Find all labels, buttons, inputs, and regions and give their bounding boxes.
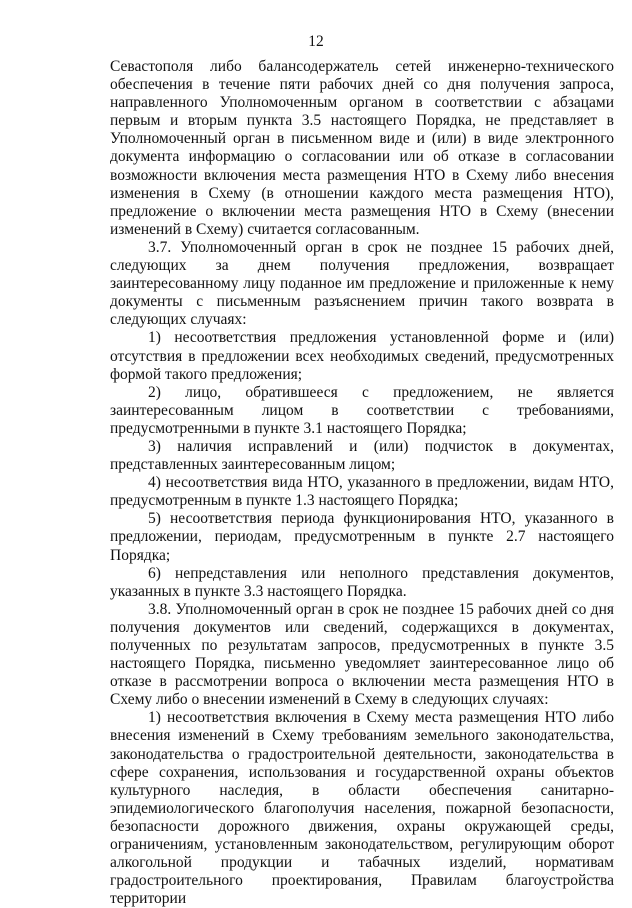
document-body [110,58,614,908]
paragraph-3-7-item-2: 2) лицо, обратившееся с предложением, не является заинтересованным лицом в соответствии с требованиями, предусмотренными в пункте 3.1 настоящего Порядка; [110,383,614,437]
paragraph-3-8-item-1: 1) несоответствия включения в Схему места размещения НТО либо внесения изменений в Схему требованиям земельного законодательства, законодательства о градостроительной деятельности, законодательства в сфере сохранения, использования и государственной охраны объектов культурного наследия, в области обеспечения санитарно-эпидемиологического благополучия населения, пожарной безопасности, безопасности дорожного движения, охраны окружающей среды, ограничениям, установленным законодательством, регулирующим оборот алкогольной продукции и табачных изделий, нормативам градостроительного проектирования, Правилам благоустройства территории [110,709,614,908]
paragraph-3-7-item-5: 5) несоответствия периода функционирования НТО, указанного в предложении, периодам, предусмотренным в пункте 2.7 настоящего Порядка; [110,510,614,564]
paragraph-3-7-item-3: 3) наличия исправлений и (или) подчисток в документах, представленных заинтересованным лицом; [110,437,614,474]
paragraph-3-7-item-6: 6) непредставления или неполного представления документов, указанных в пункте 3.3 настоящего Порядка. [110,564,614,600]
page-number: 12 [308,33,324,50]
paragraph-3-7-item-1: 1) несоответствия предложения установленной форме и (или) отсутствия в предложении всех необходимых сведений, предусмотренных формой такого предложения; [110,329,614,383]
paragraph-3-7-item-4: 4) несоответствия вида НТО, указанного в предложении, видам НТО, предусмотренным в пункте 1.3 настоящего Порядка; [110,474,614,510]
paragraph-continuation: Севастополя либо балансодержатель сетей инженерно-технического обеспечения в течение пяти рабочих дней со дня получения запроса, направленного Уполномоченным органом в соответствии с абзацами первым и вторым пункта 3.5 настоящего Порядка, не представляет в Уполномоченный орган в письменном виде и (или) в виде электронного документа информацию о согласовании или об отказе в согласовании возможности включения места размещения НТО в Схему либо внесения изменения в Схему (в отношении каждого места размещения НТО), предложение о включении места размещения НТО в Схему (внесении изменений в Схему) считается согласованным. [110,58,614,238]
paragraph-3-8: 3.8. Уполномоченный орган в срок не позднее 15 рабочих дней со дня получения документов или сведений, содержащихся в документах, полученных по результатам запросов, предусмотренных в пункте 3.5 настоящего Порядка, письменно уведомляет заинтересованное лицо об отказе в рассмотрении вопроса о включении места размещения НТО в Схему либо о внесении изменений в Схему в следующих случаях: [110,600,614,709]
paragraph-3-7: 3.7. Уполномоченный орган в срок не позднее 15 рабочих дней, следующих за днем получения предложения, возвращает заинтересованному лицу поданное им предложение и приложенные к нему документы с письменным разъяснением причин такого возврата в следующих случаях: [110,238,614,329]
